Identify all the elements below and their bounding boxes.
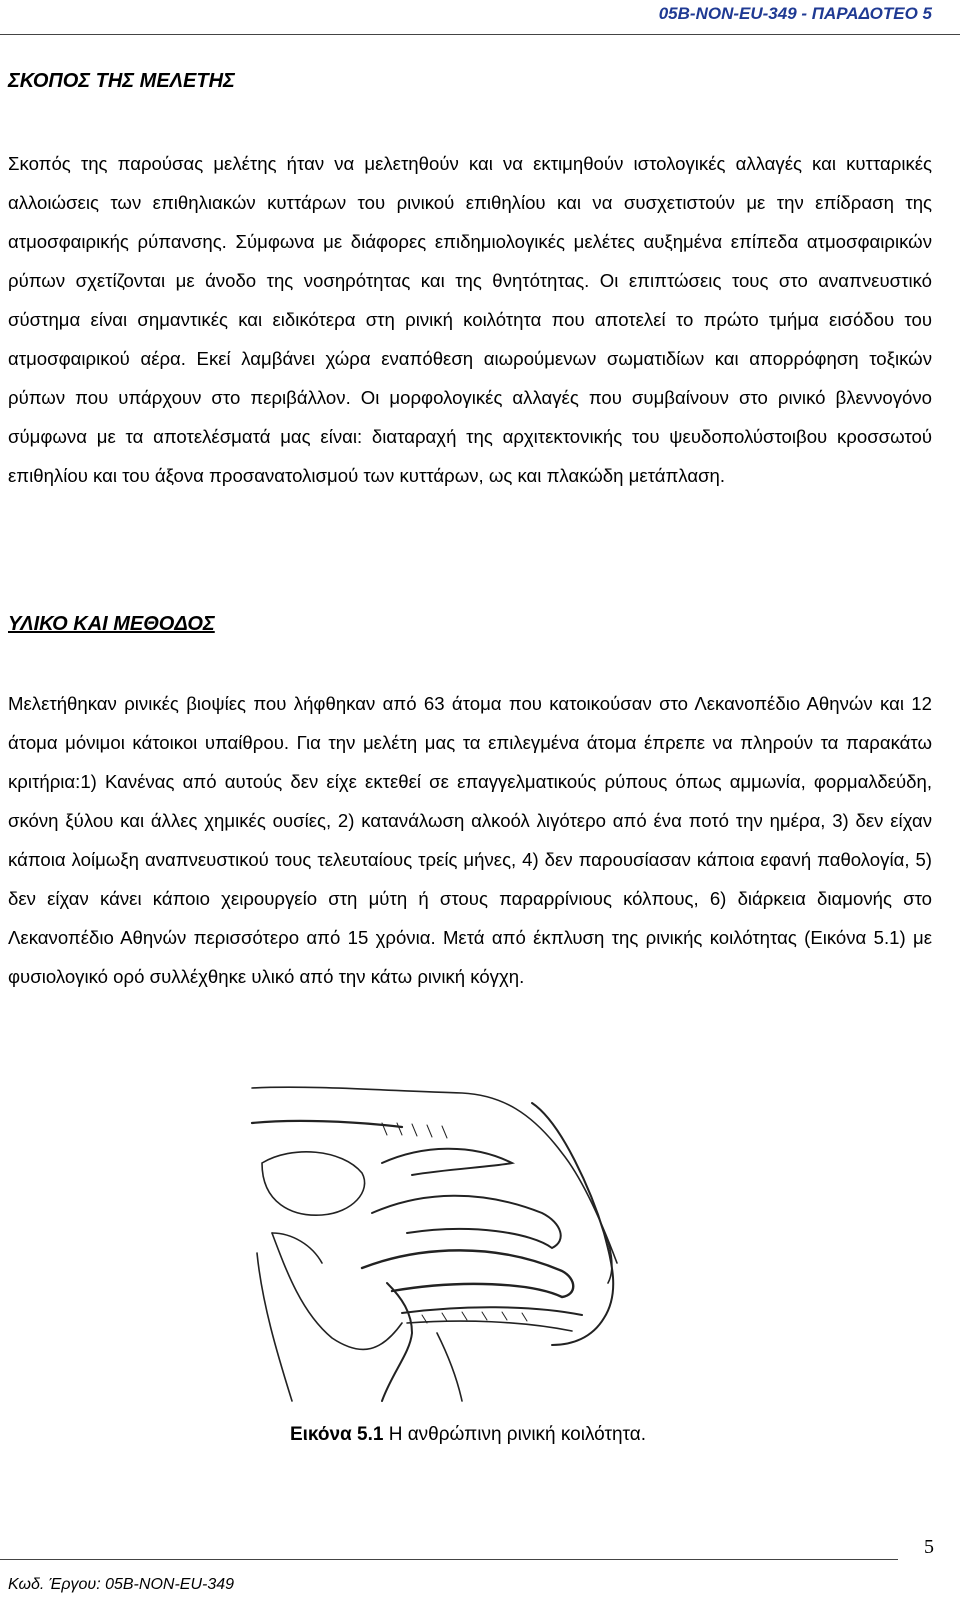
header-divider [0, 34, 960, 35]
figure-caption-text: Η ανθρώπινη ρινική κοιλότητα. [383, 1424, 647, 1445]
section-paragraph-methods: Μελετήθηκαν ρινικές βιοψίες που λήφθηκαν από 63 άτομα που κατοικούσαν στο Λεκανοπέδιο Αθηνών και 12 άτομα μόνιμοι κάτοικοι υπαίθρου. Για την μελέτη μας τα επιλεγμένα άτομα έπρεπε να πληρούν τα παρακάτω κριτήρια:1) Κανένας από αυτούς δεν είχε εκτεθεί σε επαγγελματικούς ρύπους όπως αμμωνία, φορμαλδεύδη, σκόνη ξύλου και άλλες χημικές ουσίες, 2) κατανάλωση αλκοόλ λιγότερο από ένα ποτό την ημέρα, 3) δεν είχαν κάποια λοίμωξη αναπνευστικού τους τελευταίους τρείς μήνες, 4) δεν παρουσίασαν κάποια εφανή παθολογία, 5) δεν είχαν κάνει κάποιο χειρουργείο στη μύτη ή στους παραρρίνιους κόλπους, 6) διάρκεια διαμονής στο Λεκανοπέδιο Αθηνών περισσότερο από 15 χρόνια. Μετά από έκπλυση της ρινικής κοιλότητας (Εικόνα 5.1) με φυσιολογικό ορό συλλέχθηκε υλικό από την κάτω ρινική κόγχη. [8, 693, 932, 987]
footer-project-code: Κωδ. Έργου: 05B-NON-EU-349 [8, 1576, 235, 1593]
page-header: 05B-NON-EU-349 - ΠΑΡΑΔΟΤΕΟ 5 [658, 4, 932, 23]
nasal-cavity-illustration [232, 1083, 702, 1405]
section-title-methods: ΥΛΙΚΟ ΚΑΙ ΜΕΘΟΔΟΣ [8, 613, 215, 635]
figure-caption [0, 1424, 936, 1446]
section-title-aim: ΣΚΟΠΟΣ ΤΗΣ ΜΕΛΕΤΗΣ [8, 70, 235, 92]
section-paragraph-aim: Σκοπός της παρούσας μελέτης ήταν να μελετηθούν και να εκτιμηθούν ιστολογικές αλλαγές και κυτταρικές αλλοιώσεις των επιθηλιακών κυττάρων του ρινικού επιθηλίου και να συσχετιστούν με την επίδραση της ατμοσφαιρικής ρύπανσης. Σύμφωνα με διάφορες επιδημιολογικές μελέτες αυξημένα επίπεδα ατμοσφαιρικών ρύπων σχετίζονται με άνοδο της νοσηρότητας και της θνητότητας. Οι επιπτώσεις τους στο αναπνευστικό σύστημα είναι σημαντικές και ειδικότερα στη ρινική κοιλότητα που αποτελεί το πρώτο τμήμα εισόδου του ατμοσφαιρικού αέρα. Εκεί λαμβάνει χώρα εναπόθεση αιωρούμενων σωματιδίων και απορρόφηση τοξικών ρύπων που υπάρχουν στο περιβάλλον. Οι μορφολογικές αλλαγές που συμβαίνουν στο ρινικό βλεννογόνο σύμφωνα με τα αποτελέσματά μας είναι: διαταραχή της αρχιτεκτονικής του ψευδοπολύστοιβου κροσσωτού επιθηλίου και του άξονα προσανατολισμού των κυττάρων, ως και πλακώδη μετάπλαση. [8, 153, 932, 486]
page-number: 5 [924, 1536, 934, 1558]
figure-caption-label: Εικόνα 5.1 [289, 1424, 384, 1445]
nasal-cavity-figure [232, 1083, 702, 1405]
footer-divider [0, 1559, 898, 1560]
